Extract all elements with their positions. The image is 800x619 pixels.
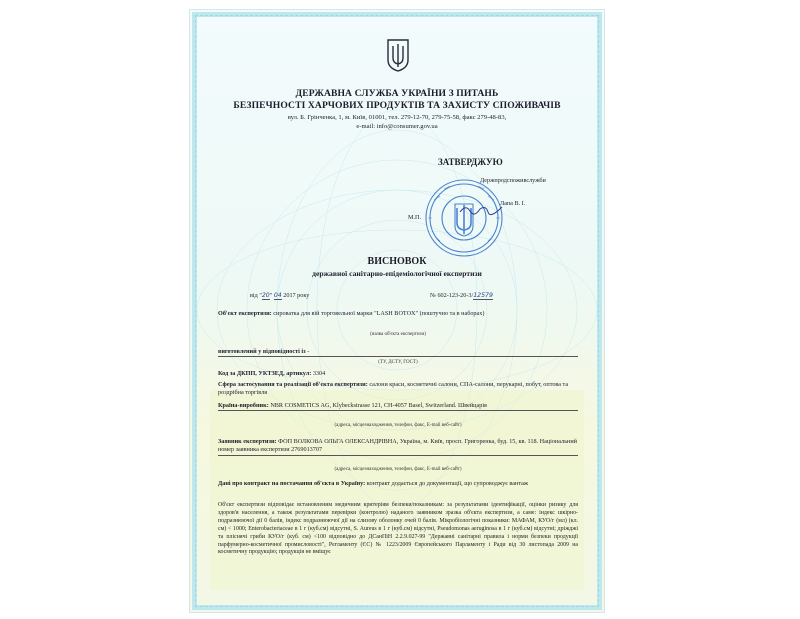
contract-field (218, 480, 578, 488)
approval-position: Держпродспоживслужби (480, 177, 546, 184)
contract-label: Дані про контракт на постачання об'єкта в Україну: (218, 480, 366, 487)
certificate-document (190, 10, 604, 612)
number-handwritten: 12579 (473, 292, 493, 299)
conclusion-number: № 602-123-20-3/12579 (430, 292, 493, 299)
applicant-caption: (адреса, місцезнаходження, телефон, факс, E-mail веб-сайт) (334, 467, 462, 472)
made-field (218, 348, 578, 357)
approval-signatory: Лапа В. І. (500, 200, 526, 207)
code-field (218, 370, 578, 378)
approval-heading: ЗАТВЕРДЖУЮ (438, 157, 503, 167)
applicant-label: Заявник експертизи: (218, 438, 277, 445)
agency-email: e-mail: info@consumer.gov.ua (356, 123, 438, 130)
scope-value: салони краси, косметичні салони, СПА-салони, перукарні, побут, оптова та роздрібна торгівля (218, 381, 569, 397)
object-caption: (назва об'єкта експертизи) (370, 332, 426, 337)
country-caption: (адреса, місцезнаходження, телефон, факс, E-mail веб-сайт) (334, 423, 462, 428)
agency-title-line1: ДЕРЖАВНА СЛУЖБА УКРАЇНИ З ПИТАНЬ (295, 88, 499, 99)
stamp-mp-label: М.П. (408, 214, 422, 221)
applicant-field (218, 438, 578, 456)
country-field (218, 402, 578, 411)
code-label: Код за ДКПП, УКТЗЕД, артикул: (218, 370, 312, 377)
code-value: 3304 (312, 370, 326, 377)
agency-address: вул. Б. Грінченка, 1, м. Київ, 01001, тел. 279-12-70, 279-75-58, факс 279-48-83, (287, 114, 507, 121)
scope-label: Сфера застосування та реалізації об'єкта експертизи: (218, 381, 368, 388)
country-label: Країна-виробник: (218, 402, 269, 409)
date-month: 04 (273, 292, 282, 299)
date-day: 20 (261, 292, 270, 299)
made-label: виготовлений у відповідності із (218, 348, 306, 355)
agency-title-line2: БЕЗПЕЧНОСТІ ХАРЧОВИХ ПРОДУКТІВ ТА ЗАХИСТУ СПОЖИВАЧІВ (233, 100, 561, 111)
conclusion-date: від "20" 04 2017 року (250, 292, 310, 299)
country-value: NBR COSMETICS AG, Klybeckstrasse 121, CH-4057 Basel, Switzerland. Швейцарія (270, 402, 487, 409)
made-caption: (ТУ, ДСТУ, ГОСТ) (378, 360, 418, 365)
object-field (218, 310, 578, 318)
official-seal (424, 178, 504, 258)
scope-field (218, 381, 578, 398)
criteria-paragraph: Об'єкт експертизи відповідає встановленим медичним критеріям безпеки/показникам: за результатами ідентифікації, оцінки ризику для здоров'я населення, а також результатами перевірки (контролю) наданого заявником зразка об'єкта експертизи, а саме: індекс шкірно-подразнюючої дії 0 балів, індекс подразнюючої дії на слизову оболонку очей 0 балів. Мікробіологічні показники: МАФАМ, КУО/г (мл) (кл. см) < 1000; Enterobacteriaceae в 1 г (куб.см) відсутні, S. Aureus в 1 г (куб.см) відсутні, Pseudomonas aeruginosa в 1 г (куб.см) відсутні; дріжджі та пліснячі гриби КУО/г (куб. см) <100 відповідно до ДСанПіН 2.2.9.027-99 "Державні санітарні правила і норми безпеки продукції парфумерно-косметичної промисловості", Регламенту (ЄС) № 1223/2009 Європейського Парламенту і Ради від 30 листопада 2009 на косметичну продукцію; продукція не вміщує (218, 502, 578, 556)
conclusion-subtitle: державної санітарно-епідеміологічної експертизи (312, 269, 482, 278)
contract-value: контракт додається до документації, що супроводжує вантаж (366, 480, 529, 487)
object-label: Об'єкт експертизи: (218, 310, 272, 317)
conclusion-title: ВИСНОВОК (367, 256, 427, 267)
trident-emblem-icon (386, 38, 410, 72)
object-value: сироватка для вій торговельної марки "LASH BOTOX" (поштучно та в наборах) (273, 310, 485, 317)
made-value: - (307, 348, 310, 355)
applicant-value: ФОП ВОЛКОВА ОЛЬГА ОЛЕКСАНДРІВНА, Україна, м. Київ, просп. Григоренка, буд. 15, кв. 118. Національний номер заявника експертизи 2769013707 (218, 438, 577, 454)
signature (458, 202, 508, 216)
